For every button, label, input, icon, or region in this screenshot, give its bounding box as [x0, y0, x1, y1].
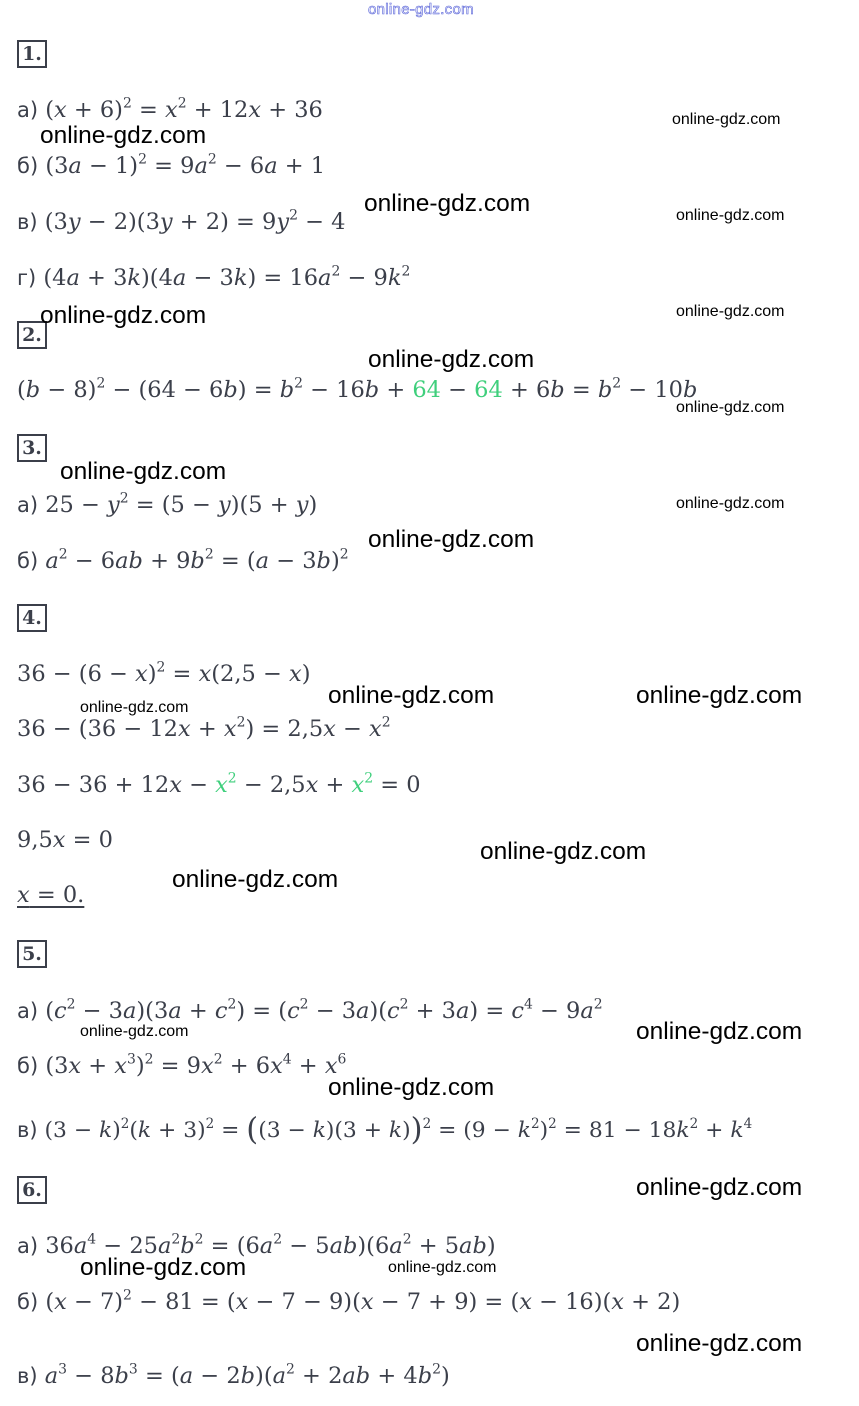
math-expression: $(3 - k)^2(k + 3)^2 = ((3 - k)(3 + k))^2 = (9 - k^2)^2 = 81 - 18k^2 + k^4$ [44, 1112, 753, 1148]
math-expression: $(b - 8)^2 - (64 - 6b) = b^2 - 16b + 64 - 64 + 6b = b^2 - 10b$ [17, 375, 698, 403]
task-4-answer [17, 881, 84, 909]
item-prefix: а) [17, 999, 39, 1023]
watermark: online-gdz.com [328, 682, 495, 709]
math-expression: $(3y - 2)(3y + 2) = 9y^2 - 4$ [44, 207, 346, 235]
task-4-line-1 [17, 660, 310, 688]
task-number-6: 6. [17, 1176, 47, 1204]
math-expression: $36 - (36 - 12x + x^2) = 2,5x - x^2$ [17, 714, 391, 742]
watermark: online-gdz.com [676, 495, 785, 512]
watermark: online-gdz.com [388, 1259, 497, 1276]
task-4-line-3 [17, 771, 421, 799]
watermark: online-gdz.com [676, 399, 785, 416]
task-3-line-b [17, 547, 349, 575]
watermark: online-gdz.com [636, 1018, 803, 1045]
watermark: online-gdz.com [80, 1254, 247, 1281]
watermark: online-gdz.com [636, 1174, 803, 1201]
task-2-line [17, 376, 697, 404]
watermark: online-gdz.com [40, 302, 207, 329]
math-expression: $36a^4 - 25a^2b^2 = (6a^2 - 5ab)(6a^2 + 5ab)$ [45, 1231, 496, 1259]
watermark: online-gdz.com [676, 303, 785, 320]
task-1-line-a [17, 96, 323, 124]
math-expression: $(x + 6)^2 = x^2 + 12x + 36$ [45, 95, 323, 123]
watermark: online-gdz.com [40, 122, 207, 149]
item-prefix: в) [17, 1118, 38, 1142]
watermark: online-gdz.com [676, 207, 785, 224]
math-expression: $(3a - 1)^2 = 9a^2 - 6a + 1$ [45, 151, 326, 179]
watermark: online-gdz.com [328, 1074, 495, 1101]
watermark: online-gdz.com [172, 866, 339, 893]
watermark: online-gdz.com [80, 699, 189, 716]
watermark: online-gdz.com [672, 111, 781, 128]
header-watermark: online-gdz.com [368, 1, 474, 18]
task-3-line-a [17, 491, 317, 519]
task-6-line-b [17, 1288, 680, 1316]
item-prefix: а) [17, 493, 39, 517]
task-5-line-v [17, 1112, 753, 1148]
watermark: online-gdz.com [636, 682, 803, 709]
task-number-2: 2. [17, 321, 47, 349]
math-expression: x = 0. [17, 882, 85, 908]
task-number-4: 4. [17, 604, 47, 632]
watermark: online-gdz.com [364, 190, 531, 217]
task-number-5: 5. [17, 940, 47, 968]
task-6-line-v [17, 1362, 450, 1390]
task-number-3: 3. [17, 434, 47, 462]
math-expression: $36 - (6 - x)^2 = x(2,5 - x)$ [17, 659, 311, 687]
task-4-line-4 [17, 826, 113, 854]
watermark: online-gdz.com [636, 1330, 803, 1357]
item-prefix: б) [17, 549, 39, 573]
task-1-line-v [17, 208, 345, 236]
item-prefix: г) [17, 266, 37, 290]
item-prefix: в) [17, 210, 38, 234]
watermark: online-gdz.com [368, 346, 535, 373]
task-4-line-2 [17, 715, 391, 743]
task-number-1: 1. [17, 40, 47, 68]
math-expression: $36 - 36 + 12x - x^2 - 2,5x + x^2 = 0$ [17, 770, 421, 798]
watermark: online-gdz.com [60, 458, 227, 485]
math-expression: $a^3 - 8b^3 = (a - 2b)(a^2 + 2ab + 4b^2)$ [44, 1361, 450, 1389]
task-1-line-g [17, 264, 410, 292]
watermark: online-gdz.com [80, 1023, 189, 1040]
math-expression: $(4a + 3k)(4a - 3k) = 16a^2 - 9k^2$ [43, 263, 411, 291]
item-prefix: а) [17, 1234, 39, 1258]
task-1-line-b [17, 152, 325, 180]
math-expression: $(c^2 - 3a)(3a + c^2) = (c^2 - 3a)(c^2 + 3a) = c^4 - 9a^2$ [45, 996, 603, 1024]
watermark: online-gdz.com [480, 838, 647, 865]
item-prefix: б) [17, 1054, 39, 1078]
math-expression: $(x - 7)^2 - 81 = (x - 7 - 9)(x - 7 + 9) = (x - 16)(x + 2)$ [45, 1287, 681, 1315]
math-expression: $a^2 - 6ab + 9b^2 = (a - 3b)^2$ [45, 546, 349, 574]
math-expression: $25 - y^2 = (5 - y)(5 + y)$ [45, 490, 318, 518]
math-expression: $(3x + x^3)^2 = 9x^2 + 6x^4 + x^6$ [45, 1051, 347, 1079]
item-prefix: б) [17, 1290, 39, 1314]
item-prefix: б) [17, 154, 39, 178]
watermark: online-gdz.com [368, 526, 535, 553]
task-5-line-b [17, 1052, 346, 1080]
item-prefix: а) [17, 98, 39, 122]
item-prefix: в) [17, 1364, 38, 1388]
math-expression: 9,5x = 0 [17, 827, 113, 853]
task-5-line-a [17, 997, 603, 1025]
